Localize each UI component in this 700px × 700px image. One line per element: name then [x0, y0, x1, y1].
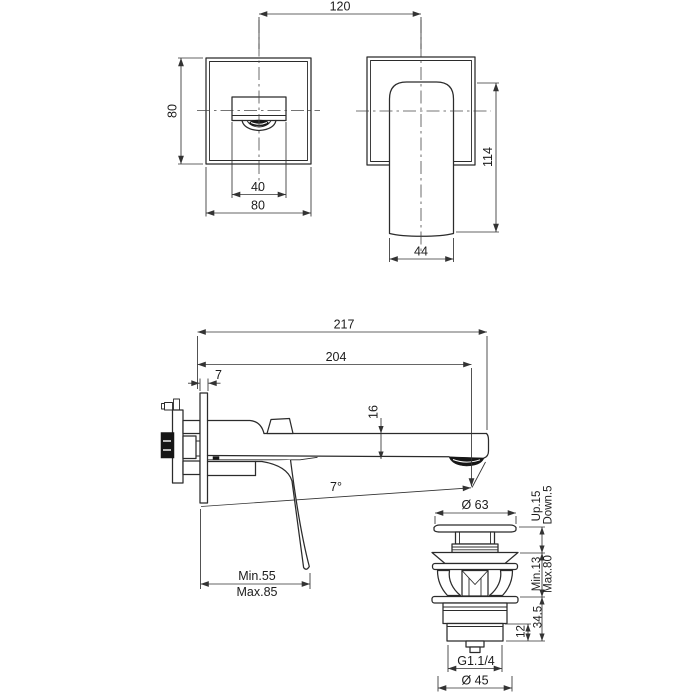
dim-label-total-length: 217 [333, 317, 355, 332]
dim-plate-height-80 [166, 58, 204, 164]
drain-lower-flange [432, 597, 518, 604]
drain-upper-gasket [433, 564, 518, 570]
dim-label-handle-width: 44 [414, 244, 428, 259]
drain-bottom-nub [466, 641, 484, 647]
dim-label-plate-height: 80 [165, 104, 180, 118]
dim-label-spout-length: 204 [325, 350, 347, 364]
valve-cartridge [161, 433, 174, 459]
lever-handle-side [262, 460, 309, 569]
handle-front-face [390, 82, 454, 236]
spout-aerator [449, 457, 484, 466]
dim-plate-thickness-7 [188, 368, 222, 391]
drain-anchor-claws [438, 571, 513, 597]
dim-label-wall-depth-min: Min.55 [238, 569, 276, 583]
side-wall-plate [200, 393, 208, 503]
spout-bottom-edge [208, 456, 450, 457]
dim-label-body-length: 34.5 [532, 605, 545, 629]
dim-spout-height-16 [367, 405, 384, 459]
dim-wall-depth-range [201, 509, 311, 599]
spout-profile [208, 419, 489, 476]
dim-label-flange-diameter: Ø 45 [461, 673, 489, 688]
dim-label-spout-angle: 7° [330, 480, 342, 494]
dim-handle-width-44 [390, 238, 454, 262]
dim-handle-height-114 [456, 83, 499, 232]
dim-pitch-120 [259, 0, 421, 49]
inlet-pipe-upper [183, 421, 200, 434]
handle-joint-lug [267, 419, 293, 434]
dim-label-tail-length: 12 [515, 625, 528, 638]
dim-spout-length-204 [198, 350, 472, 487]
spout-angle-dim [201, 462, 486, 507]
drain-cone-flange [432, 553, 518, 564]
dim-label-travel-up: Up.15 [531, 490, 543, 522]
spout-tip [484, 434, 489, 459]
body-cover-strip [208, 457, 318, 460]
dim-label-pitch: 120 [329, 0, 351, 14]
concealed-valve-body [161, 399, 200, 483]
dim-label-plate-thickness: 7 [215, 368, 222, 382]
drain-stem [456, 532, 495, 544]
drain-cap [434, 525, 516, 532]
drain-threaded-body [443, 603, 507, 624]
dim-label-cap-diameter: Ø 63 [461, 498, 489, 512]
dim-total-length-217 [198, 318, 488, 431]
drain-stem-rings [452, 544, 498, 553]
dim-label-clamp-min: Min.13 [531, 556, 543, 592]
dim-label-wall-depth-max: Max.85 [236, 585, 278, 599]
dim-label-spout-width: 40 [251, 180, 265, 194]
dim-label-travel-down: Down.5 [542, 485, 555, 525]
dim-label-plate-width: 80 [251, 198, 265, 213]
dim-label-thread: G1.1/4 [457, 654, 495, 668]
dim-tail-length-12 [505, 624, 531, 641]
front-view-handle-plate [356, 20, 491, 252]
dim-cap-diameter-63 [435, 498, 516, 524]
dim-label-clamp-max: Max.80 [542, 555, 555, 593]
dim-flange-diameter-45 [438, 674, 512, 692]
dim-label-handle-height: 114 [481, 147, 495, 167]
front-view-spout-plate [197, 20, 320, 191]
dim-label-spout-height: 16 [366, 405, 381, 419]
inlet-pipe-lower [183, 461, 200, 475]
drain-waste-view [432, 486, 555, 692]
